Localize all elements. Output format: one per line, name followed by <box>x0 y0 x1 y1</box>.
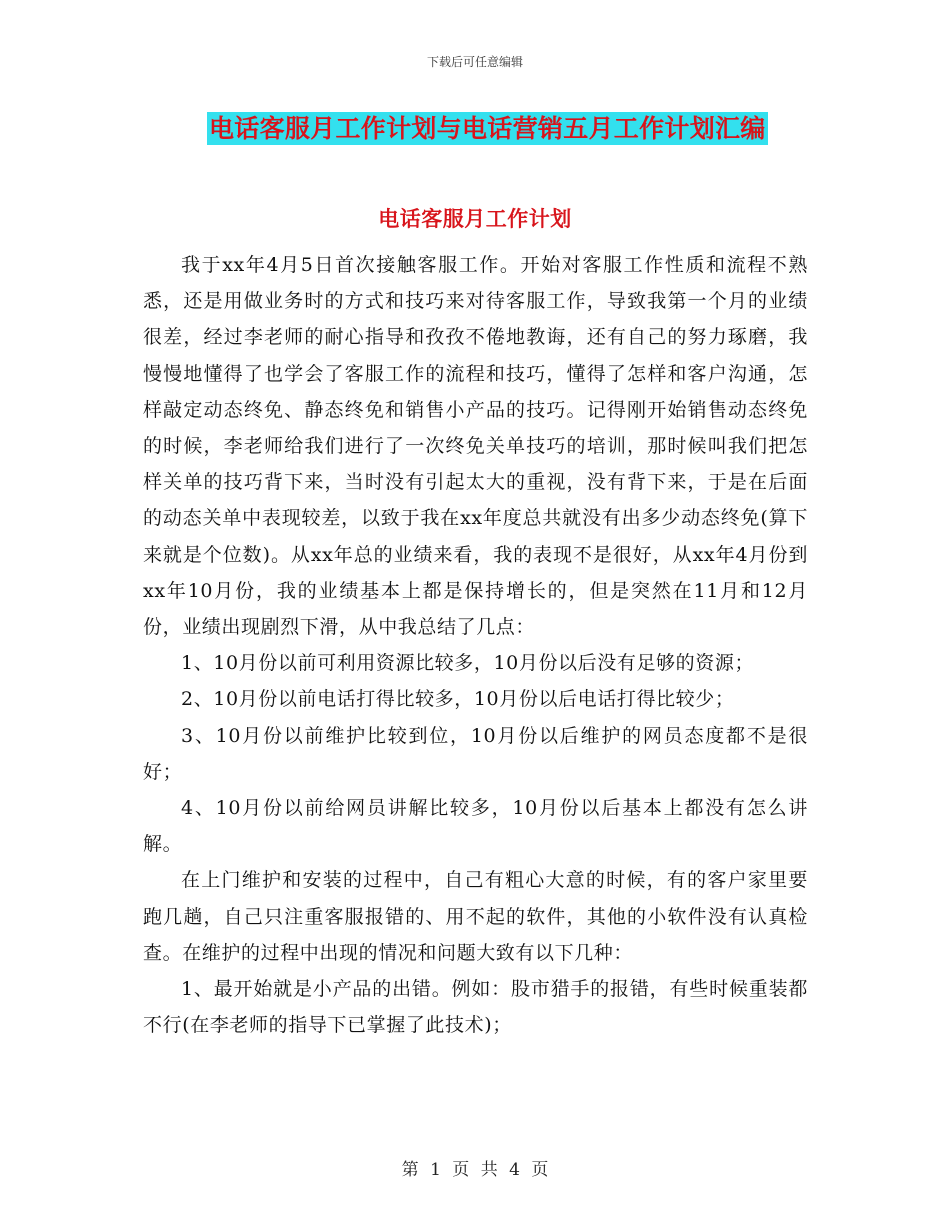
document-body <box>143 247 808 1043</box>
intro-paragraph: 我于xx年4月5日首次接触客服工作。开始对客服工作性质和流程不熟悉，还是用做业务时的方式和技巧来对待客服工作，导致我第一个月的业绩很差，经过李老师的耐心指导和孜孜不倦地教诲，还有自己的努力琢磨，我慢慢地懂得了也学会了客服工作的流程和技巧，懂得了怎样和客户沟通，怎样敲定动态终免、静态终免和销售小产品的技巧。记得刚开始销售动态终免的时候，李老师给我们进行了一次终免关单技巧的培训，那时候叫我们把怎样关单的技巧背下来，当时没有引起太大的重视，没有背下来，于是在后面的动态关单中表现较差，以致于我在xx年度总共就没有出多少动态终免(算下来就是个位数)。从xx年总的业绩来看，我的表现不是很好，从xx年4月份到xx年10月份，我的业绩基本上都是保持增长的，但是突然在11月和12月份，业绩出现剧烈下滑，从中我总结了几点： <box>143 254 808 639</box>
list-item: 3、10月份以前维护比较到位，10月份以后维护的网员态度都不是很好； <box>143 724 808 783</box>
list-item: 1、最开始就是小产品的出错。例如：股市猎手的报错，有些时候重装都不行(在李老师的指导下已掌握了此技术)； <box>143 978 808 1037</box>
list-item: 4、10月份以前给网员讲解比较多，10月份以后基本上都没有怎么讲解。 <box>143 797 808 856</box>
body-paragraph: 在上门维护和安装的过程中，自己有粗心大意的时候，有的客户家里要跑几趟，自己只注重客服报错的、用不起的软件，其他的小软件没有认真检查。在维护的过程中出现的情况和问题大致有以下几种： <box>143 869 808 964</box>
list-item: 1、10月份以前可利用资源比较多，10月份以后没有足够的资源； <box>181 652 755 675</box>
section-title: 电话客服月工作计划 <box>378 207 572 231</box>
page-footer: 第 1 页 共 4 页 <box>401 1160 549 1180</box>
document-title: 电话客服月工作计划与电话营销五月工作计划汇编 <box>209 114 766 143</box>
header-note: 下载后可任意编辑 <box>426 55 523 69</box>
list-item: 2、10月份以前电话打得比较多，10月份以后电话打得比较少； <box>181 688 735 711</box>
